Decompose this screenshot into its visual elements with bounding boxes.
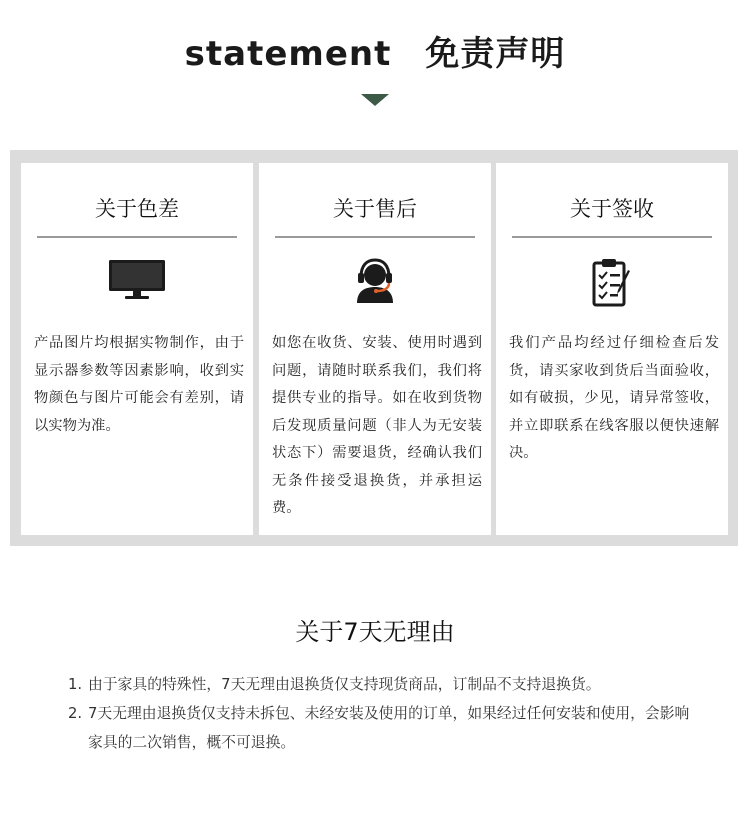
page-title [0, 26, 750, 75]
policy-title: 关于7天无理由 [295, 618, 455, 646]
card-divider [37, 236, 237, 238]
info-cards-panel [10, 150, 738, 546]
card-divider [512, 236, 712, 238]
list-number: 2. [68, 705, 83, 722]
card-body-text: 我们产品均经过仔细检查后发货，请买家收到货后当面验收，如有破损，少见，请异常签收，并立即联系在线客服以便快速解决。 [509, 335, 719, 461]
card-body-text: 产品图片均根据实物制作，由于显示器参数等因素影响，收到实物颜色与图片可能会有差别，请以实物为准。 [34, 335, 244, 434]
list-text: 7天无理由退换货仅支持未拆包、未经安装及使用的订单，如果经过任何安装和使用，会影响家具的二次销售，概不可退换。 [88, 705, 690, 751]
page-title-zh: 免责声明 [425, 34, 566, 74]
list-text: 由于家具的特殊性，7天无理由退换货仅支持现货商品，订制品不支持退换货。 [88, 676, 601, 693]
down-arrow-icon [361, 94, 389, 106]
card-title: 关于签收 [570, 197, 654, 221]
card-divider [275, 236, 475, 238]
card-body-text: 如您在收货、安装、使用时遇到问题，请随时联系我们，我们将提供专业的指导。如在收到货物后发现质量问题（非人为无安装状态下）需要退货，经确认我们无条件接受退换货，并承担运费。 [272, 335, 482, 516]
policy-list [68, 670, 698, 757]
monitor-icon [107, 257, 167, 301]
page-title-en: statement [184, 34, 392, 74]
clipboard-checklist-icon [590, 257, 634, 307]
card-title: 关于售后 [333, 197, 417, 221]
card-receipt [496, 163, 728, 535]
list-item [68, 670, 698, 699]
card-after-sales [259, 163, 491, 535]
card-color-difference [21, 163, 253, 535]
customer-service-icon [351, 257, 399, 305]
list-number: 1. [68, 676, 83, 693]
list-item [68, 699, 698, 757]
statement-header [0, 0, 750, 150]
card-title: 关于色差 [95, 197, 179, 221]
